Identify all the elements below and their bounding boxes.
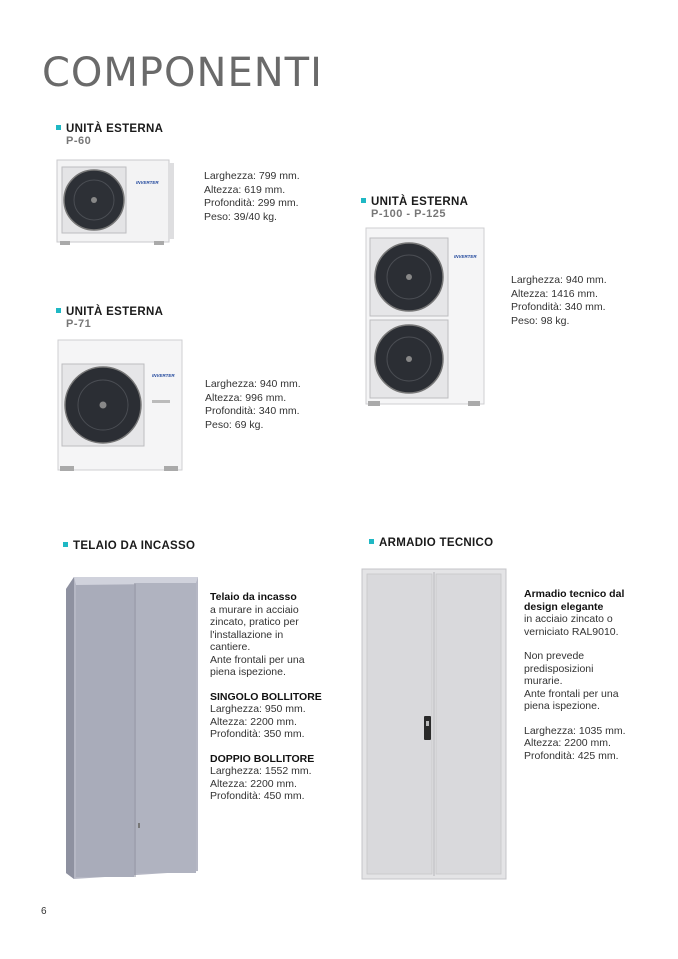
page-number: 6 <box>41 906 47 917</box>
bullet-icon <box>361 198 366 203</box>
unit-model: P-100 - P-125 <box>371 208 446 220</box>
spec-line: Profondità: 340 mm. <box>511 301 606 313</box>
telaio-intro-line: Ante frontali per una <box>210 653 305 666</box>
spec-line: Peso: 69 kg. <box>205 418 264 431</box>
unit-p71-specs <box>205 378 301 432</box>
telaio-intro-line: a murare in acciaio <box>210 603 299 616</box>
spec-line: Altezza: 996 mm. <box>205 391 287 404</box>
spec-line: Altezza: 2200 mm. <box>524 737 611 749</box>
telaio-intro-line: piena ispezione. <box>210 666 286 678</box>
telaio-intro-line: zincato, pratico per <box>210 616 299 628</box>
armadio-note-line: Ante frontali per una <box>524 687 619 700</box>
armadio-intro-line: in acciaio zincato o <box>524 613 613 625</box>
unit-heading: UNITÀ ESTERNA <box>66 306 164 318</box>
outdoor-unit-p100-image <box>364 226 488 410</box>
spec-line: Altezza: 2200 mm. <box>210 777 297 790</box>
armadio-heading <box>369 537 493 549</box>
spec-line: Larghezza: 799 mm. <box>204 170 300 182</box>
spec-line: Larghezza: 940 mm. <box>511 274 607 286</box>
spec-line: Larghezza: 1552 mm. <box>210 765 312 777</box>
spec-line: Profondità: 299 mm. <box>204 197 299 209</box>
unit-p100-specs <box>511 274 607 328</box>
bullet-icon <box>56 308 61 313</box>
spec-line: Peso: 98 kg. <box>511 314 570 327</box>
armadio-note-line: murarie. <box>524 675 563 687</box>
armadio-heading-text: ARMADIO TECNICO <box>379 537 494 549</box>
unit-heading: UNITÀ ESTERNA <box>66 123 164 135</box>
spec-line: Altezza: 1416 mm. <box>511 287 598 300</box>
unit-p60-header <box>56 123 163 147</box>
telaio-cabinet-image <box>64 573 204 883</box>
inverter-logo: INVERTER <box>136 180 159 185</box>
spec-line: Peso: 39/40 kg. <box>204 210 277 223</box>
spec-line: Larghezza: 940 mm. <box>205 378 301 390</box>
unit-p60-specs <box>204 170 300 224</box>
spec-line: Larghezza: 950 mm. <box>210 703 306 715</box>
bullet-icon <box>369 539 374 544</box>
armadio-intro-title: design elegante <box>524 600 604 613</box>
page-title: COMPONENTI <box>42 50 323 96</box>
spec-line: Profondità: 450 mm. <box>210 790 305 802</box>
spec-line: Profondità: 425 mm. <box>524 749 619 762</box>
spec-line: Profondità: 340 mm. <box>205 405 300 417</box>
unit-heading: UNITÀ ESTERNA <box>371 196 469 208</box>
spec-line: Larghezza: 1035 mm. <box>524 724 626 737</box>
unit-p71-header <box>56 306 163 330</box>
bullet-icon <box>56 125 61 130</box>
spec-line: Altezza: 2200 mm. <box>210 715 297 728</box>
telaio-description <box>210 591 340 803</box>
unit-model: P-60 <box>66 135 92 147</box>
telaio-heading-text: TELAIO DA INCASSO <box>73 540 196 552</box>
spec-line: Profondità: 350 mm. <box>210 728 305 740</box>
singolo-title: SINGOLO BOLLITORE <box>210 690 322 703</box>
spec-line: Altezza: 619 mm. <box>204 183 286 196</box>
outdoor-unit-p71-image <box>56 338 186 474</box>
inverter-logo: INVERTER <box>454 254 477 259</box>
unit-model: P-71 <box>66 318 92 330</box>
armadio-intro-line: verniciato RAL9010. <box>524 625 619 638</box>
unit-p100-header <box>361 196 468 220</box>
outdoor-unit-p60-image <box>56 157 176 247</box>
inverter-logo: INVERTER <box>152 373 175 378</box>
telaio-heading <box>63 540 195 552</box>
doppio-title: DOPPIO BOLLITORE <box>210 752 315 765</box>
telaio-intro-title: Telaio da incasso <box>210 591 297 603</box>
telaio-intro-line: l'installazione in <box>210 628 284 641</box>
bullet-icon <box>63 542 68 547</box>
armadio-description <box>524 588 664 762</box>
telaio-intro-line: cantiere. <box>210 641 251 653</box>
armadio-note-line: predisposizioni <box>524 662 594 675</box>
armadio-intro-title: Armadio tecnico dal <box>524 588 625 600</box>
armadio-note-line: Non prevede <box>524 650 585 662</box>
armadio-cabinet-image <box>361 568 507 880</box>
armadio-note-line: piena ispezione. <box>524 700 600 712</box>
